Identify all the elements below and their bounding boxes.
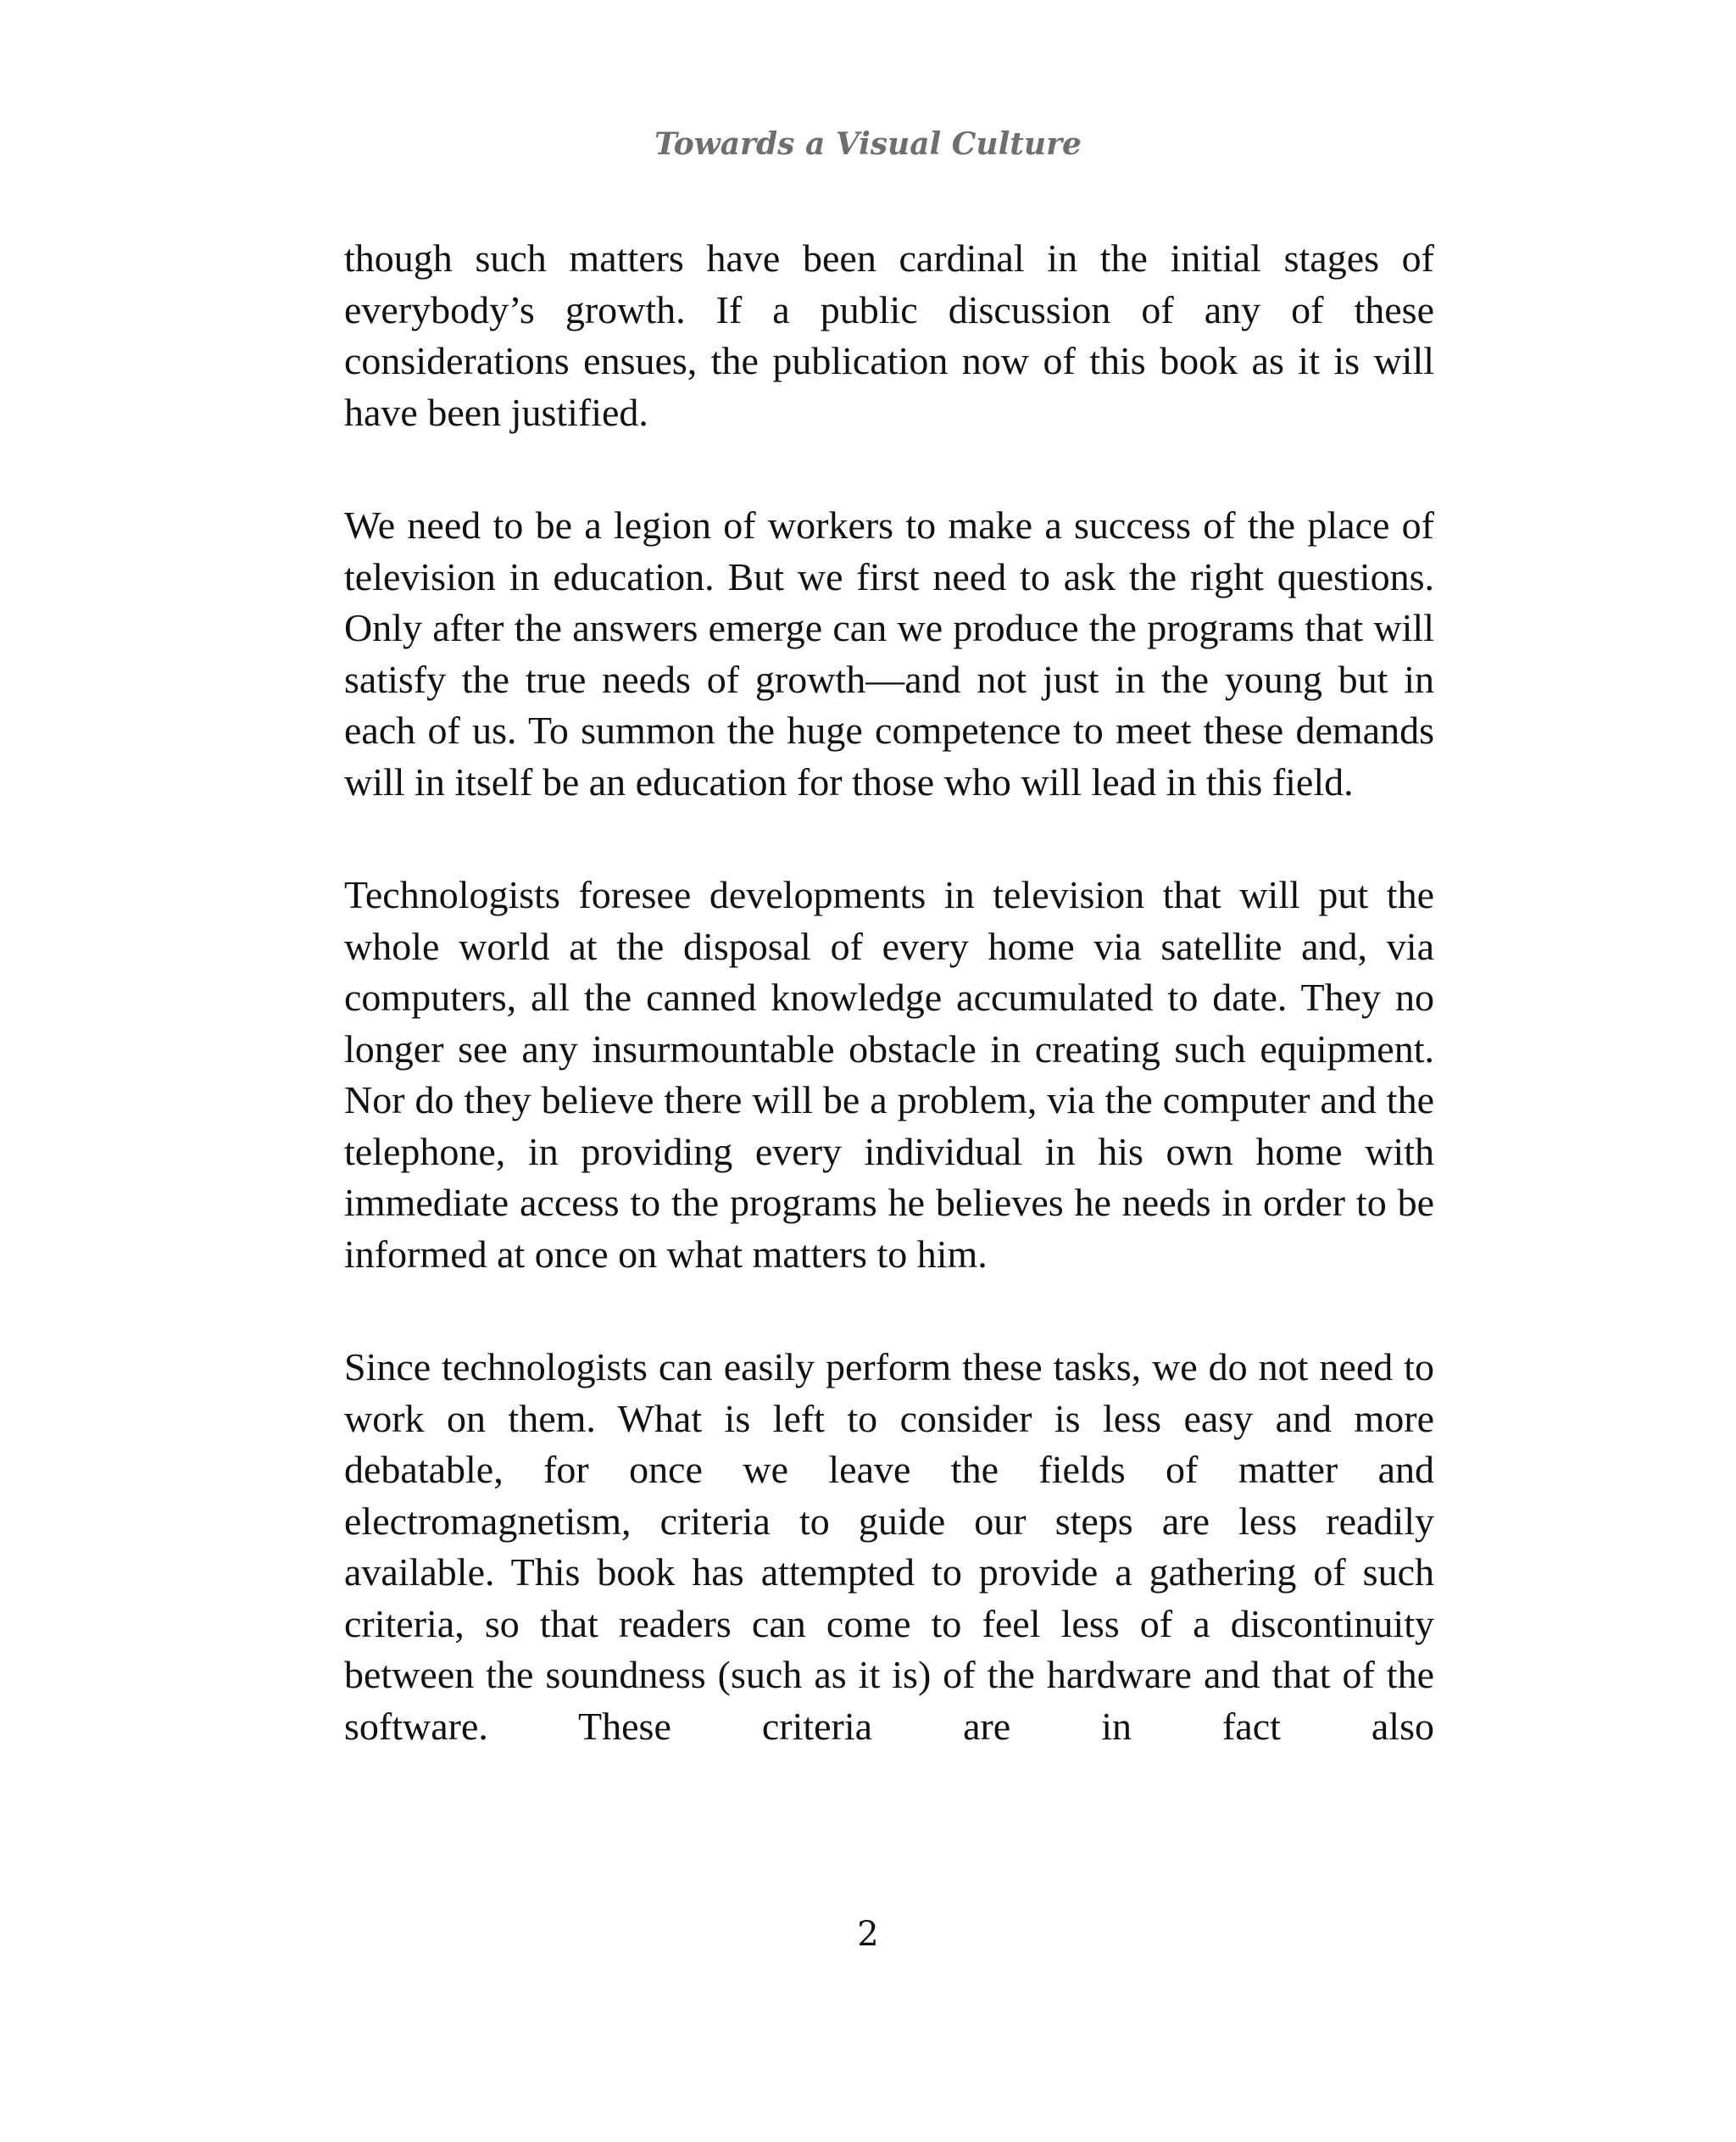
running-header: Towards a Visual Culture	[654, 126, 1082, 162]
paragraph-1: though such matters have been cardinal in the initial stages of everybody’s growth. If a public discussion of any of these considerations ensues, the publication now of this book as it is will have been justified.	[344, 236, 1434, 434]
paragraph-3: Technologists foresee developments in television that will put the whole world at the disposal of every home via satellite and, via computers, all the canned knowledge accumulated to date. They no longer see any insurmountable obstacle in creating such equipment. Nor do they believe there will be a problem, via the computer and the telephone, in providing every individual in his own home with immediate access to the programs he believes he needs in order to be informed at once on what matters to him.	[344, 873, 1434, 1276]
page-number: 2	[857, 1915, 879, 1954]
paragraph-4: Since technologists can easily perform these tasks, we do not need to work on them. What is left to consider is less easy and more debatable, for once we leave the fields of matter and electromagnetism, criteria to guide our steps are less readily available. This book has attempted to provide a gathering of such criteria, so that readers can come to feel less of a discontinuity between the soundness (such as it is) of the hardware and that of the software. These criteria are in fact also	[344, 1345, 1434, 1748]
paragraph-2: We need to be a legion of workers to make a success of the place of television in education. But we first need to ask the right questions. Only after the answers emerge can we produce the programs that will satisfy the true needs of growth—and not just in the young but in each of us. To summon the huge competence to meet these demands will in itself be an education for those who will lead in this field.	[344, 504, 1434, 804]
body-text	[344, 233, 1434, 1752]
